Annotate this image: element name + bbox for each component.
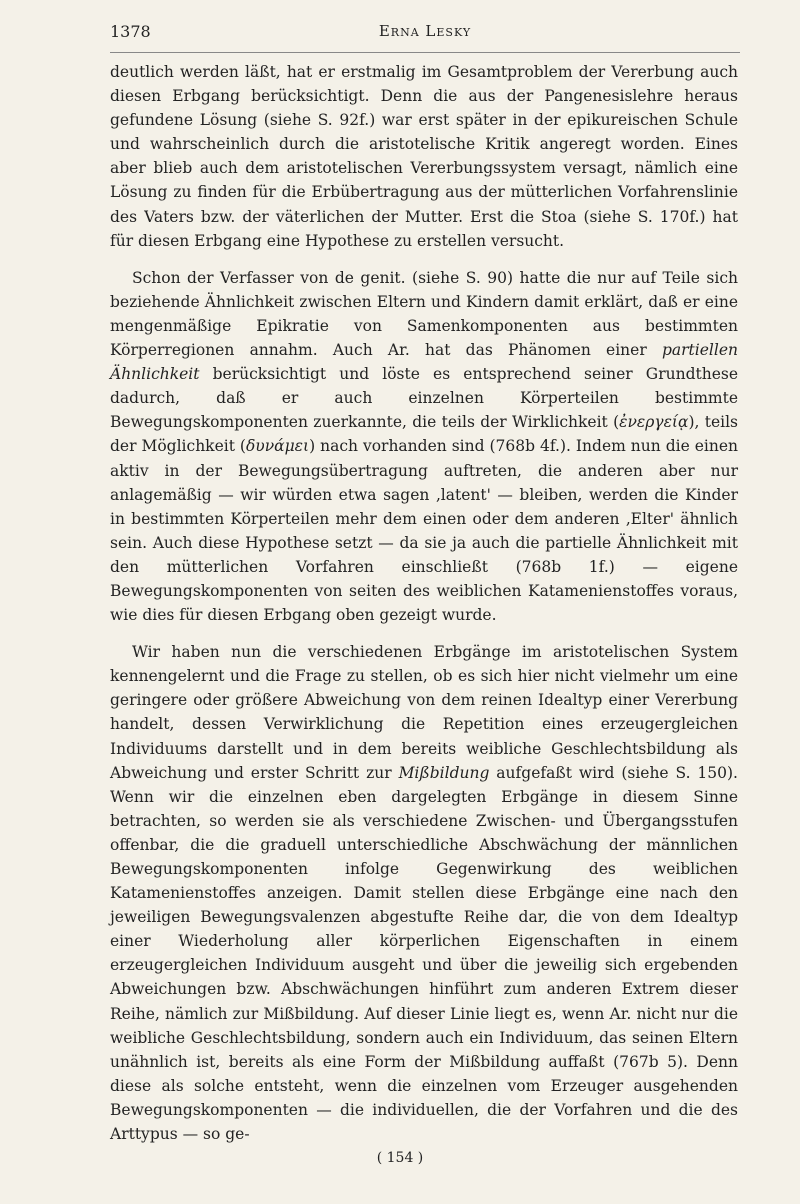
greek-term: δυνάμει	[245, 437, 310, 456]
greek-term: ἐνεργείᾳ	[619, 413, 689, 432]
page-marker: ( 154 )	[376, 1150, 424, 1166]
running-head: Erna Lesky	[378, 22, 472, 40]
paragraph-1: deutlich werden läßt, hat er erstmalig im Gesamtproblem der Vererbung auch diesen Erbgang berücksichtigt. Denn die aus der Pangenesislehre heraus gefundene Lösung (siehe S. 92f.) war erst später in der epikureischen Schule und wahrscheinlich durch die aristotelische Kritik angeregt worden. Eines aber blieb auch dem aristotelischen Vererbungssystem versagt, nämlich eine Lösung zu finden für die Erbübertragung aus der mütterlichen Vorfahrenslinie des Vaters bzw. der väterlichen der Mutter. Erst die Stoa (siehe S. 170f.) hat für diesen Erbgang eine Hypothese zu erstellen versucht.	[110, 63, 738, 250]
page-header	[110, 18, 740, 53]
paragraph-2: Schon der Verfasser von de genit. (siehe S. 90) hatte die nur auf Teile sich beziehende Ähnlichkeit zwischen Eltern und Kindern damit erklärt, daß er eine mengenmäßige Epikratie von Samenkomponenten aus bestimmten Körperregionen annahm. Auch Ar. hat das Phänomen einer partiellen Ähnlichkeit berücksichtigt und löste es entsprechend seiner Grundthese dadurch, daß er auch einzelnen Körperteilen bestimmte Bewegungskomponenten zuerkannte, die teils der Wirklichkeit (ἐνεργείᾳ), teils der Möglichkeit (δυνάμει) nach vorhanden sind (768b 4f.). Indem nun die einen aktiv in der Bewegungsübertragung auftreten, die anderen aber nur anlagemäßig — wir würden etwa sagen ‚latent' — bleiben, werden die Kinder in bestimmten Körperteilen mehr dem einen oder dem anderen ‚Elter' ähnlich sein. Auch diese Hypothese setzt — da sie ja auch die partielle Ähnlichkeit mit den mütterlichen Vorfahren einschließt (768b 1f.) — eigene Bewegungskomponenten von seiten des weiblichen Katamenienstoffes voraus, wie dies für diesen Erbgang oben gezeigt wurde.	[110, 268, 738, 625]
italic-term: partiellen Ähnlichkeit	[110, 341, 738, 384]
paragraph-3: Wir haben nun die verschiedenen Erbgänge im aristotelischen System kennengelernt und die Frage zu stellen, ob es sich hier nicht vielmehr um eine geringere oder größere Abweichung von dem reinen Idealtyp einer Vererbung handelt, dessen Verwirklichung die Repetition eines erzeugergleichen Individuums darstellt und in dem bereits weibliche Geschlechtsbildung als Abweichung und erster Schritt zur Mißbildung aufgefaßt wird (siehe S. 150). Wenn wir die einzelnen eben dargelegten Erbgänge in diesem Sinne betrachten, so werden sie als verschiedene Zwischen- und Übergangsstufen offenbar, die die graduell unterschiedliche Abschwächung der männlichen Bewegungskomponenten infolge Gegenwirkung des weiblichen Katamenienstoffes anzeigen. Damit stellen diese Erbgänge eine nach den jeweiligen Bewegungsvalenzen abgestufte Reihe dar, die von dem Idealtyp einer Wiederholung aller körperlichen Eigenschaften in einem erzeugergleichen Individuum ausgeht und über die jeweilig sich ergebenden Abweichungen bzw. Abschwächungen hinführt zum anderen Extrem dieser Reihe, nämlich zur Mißbildung. Auf dieser Linie liegt es, wenn Ar. nicht nur die weibliche Geschlechtsbildung, sondern auch ein Individuum, das seinen Eltern unähnlich ist, bereits als eine Form der Mißbildung auffaßt (767b 5). Denn diese als solche entsteht, wenn die einzelnen vom Erzeuger ausgehenden Bewegungskomponenten — die individuellen, die der Vorfahren und die des Arttypus — so ge-	[110, 643, 738, 1144]
italic-term: Mißbildung	[398, 763, 490, 782]
body-text	[110, 60, 738, 1159]
page-number: 1378	[110, 22, 151, 41]
